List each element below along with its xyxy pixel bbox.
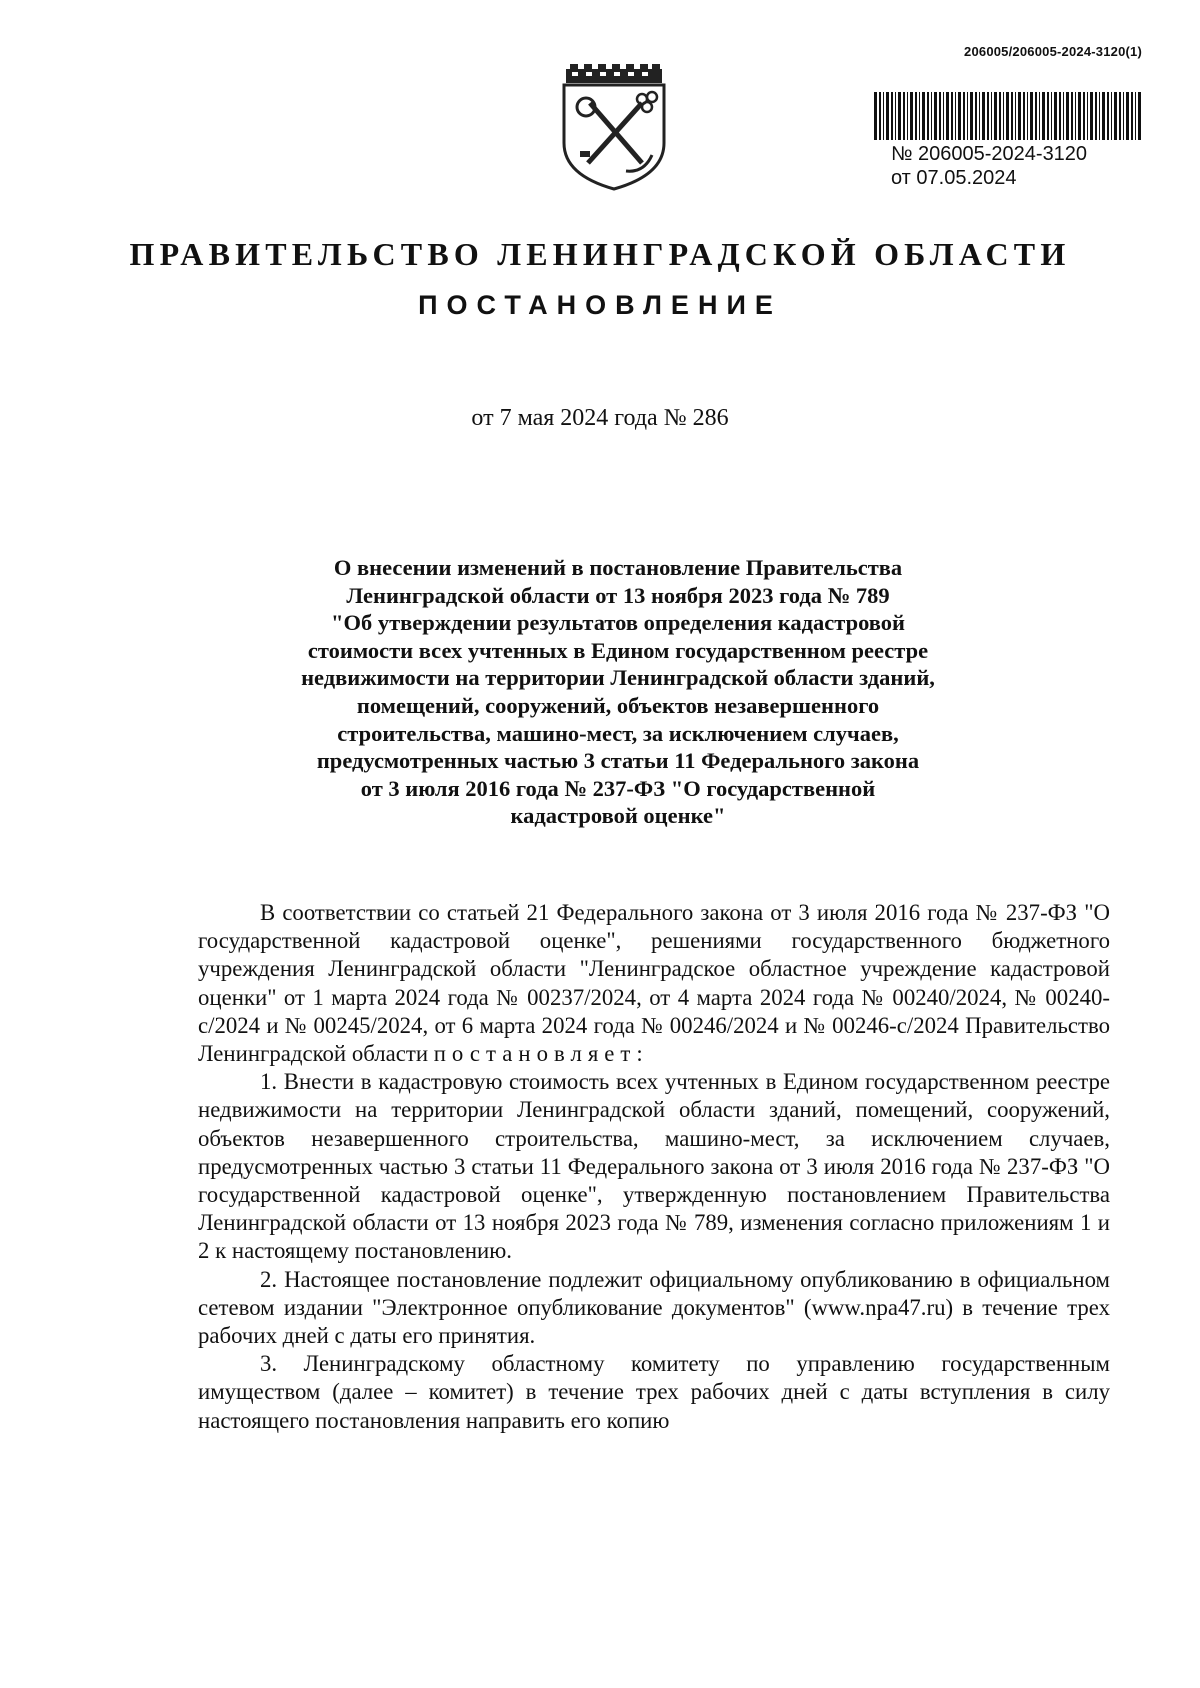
barcode-bar	[1099, 92, 1100, 140]
barcode-bar	[1066, 92, 1069, 140]
barcode-bar	[1111, 92, 1112, 140]
barcode-bar	[1006, 92, 1009, 140]
barcode-bar	[987, 92, 989, 140]
barcode-bar	[886, 92, 889, 140]
barcode-bar	[994, 92, 997, 140]
barcode-bar	[1011, 92, 1013, 140]
barcode-bar	[955, 92, 956, 140]
barcode-bar	[1119, 92, 1121, 140]
document-date-number: от 7 мая 2024 года № 286	[471, 405, 729, 431]
barcode-bar	[919, 92, 920, 140]
subject-line: недвижимости на территории Ленинградской области зданий,	[301, 665, 935, 691]
barcode-bar	[991, 92, 992, 140]
barcode-bar	[895, 92, 896, 140]
document-body	[198, 899, 1110, 1435]
intro-paragraph	[198, 899, 1110, 1068]
barcode-bar	[1039, 92, 1040, 140]
barcode-bar	[1102, 92, 1105, 140]
barcode-bar	[1063, 92, 1064, 140]
subject-line: О внесении изменений в постановление Правительства	[333, 555, 903, 580]
barcode-bar	[915, 92, 917, 140]
barcode-bar	[927, 92, 929, 140]
document-type: ПОСТАНОВЛЕНИЕ	[418, 290, 782, 320]
barcode-bar	[1090, 92, 1093, 140]
barcode-bar	[979, 92, 980, 140]
barcode-bar	[1054, 92, 1057, 140]
subject-line: от 3 июля 2016 года № 237-ФЗ "О государственной	[360, 775, 876, 801]
barcode-bar	[907, 92, 908, 140]
registration-date: от 07.05.2024	[891, 167, 1017, 189]
barcode-bar	[898, 92, 901, 140]
barcode-bar	[1051, 92, 1052, 140]
barcode-bar	[1047, 92, 1049, 140]
barcode-bar	[1138, 92, 1141, 140]
barcode-bar	[1071, 92, 1073, 140]
barcode-bar	[1030, 92, 1033, 140]
barcode-bar	[1027, 92, 1028, 140]
subject-line: стоимости всех учтенных в Едином государственном реестре	[307, 637, 929, 663]
barcode-bar	[1035, 92, 1037, 140]
barcode-bar	[951, 92, 953, 140]
coat-of-arms-icon	[556, 63, 672, 191]
subject-line: "Об утверждении результатов определения кадастровой	[330, 610, 905, 636]
barcode-bar	[1135, 92, 1136, 140]
document-id: 206005/206005-2024-3120(1)	[964, 44, 1142, 59]
registration-number: № 206005-2024-3120	[891, 143, 1088, 165]
barcode-bar	[922, 92, 925, 140]
barcode-bar	[1095, 92, 1097, 140]
barcode-bar	[967, 92, 968, 140]
barcode-bar	[975, 92, 977, 140]
barcode-bar	[910, 92, 913, 140]
document-subject	[228, 554, 1008, 830]
barcode-bar	[963, 92, 965, 140]
barcode-bar	[1023, 92, 1025, 140]
barcode-bar	[1059, 92, 1061, 140]
barcode-bar	[891, 92, 893, 140]
intro-text: В соответствии со статьей 21 Федерального закона от 3 июля 2016 года № 237-ФЗ "О государственной кадастровой оценке", решениями государственного бюджетного учреждения Ленинградской области "Ленинградское областное учреждение кадастровой оценки" от 1 марта 2024 года № 00237/2024, от 4 марта 2024 года № 00240/2024, № 00240-с/2024 и № 00245/2024, от 6 марта 2024 года № 00246/2024 и № 00246-с/2024 Правительство Ленинградской области	[198, 900, 1110, 1067]
barcode-bar	[874, 92, 877, 140]
barcode-bar	[879, 92, 881, 140]
barcode-bar	[1126, 92, 1129, 140]
barcode-bar	[883, 92, 884, 140]
barcode-bar	[1114, 92, 1117, 140]
subject-line: кадастровой оценке"	[510, 803, 726, 829]
subject-line: предусмотренных частью 3 статьи 11 Федерального закона	[316, 748, 920, 774]
barcode-bar	[1015, 92, 1016, 140]
barcode-bar	[943, 92, 944, 140]
paragraph-item-1: 1. Внести в кадастровую стоимость всех учтенных в Едином государственном реестре недвижимости на территории Ленинградской области зданий, помещений, сооружений, объектов незавершенного строительства, машино-мест, за исключением случаев, предусмотренных частью 3 статьи 11 Федерального закона от 3 июля 2016 года № 237-ФЗ "О государственной кадастровой оценке", утвержденную постановлением Правительства Ленинградской области от 13 ноября 2023 года № 789, изменения согласно приложениям 1 и 2 к настоящему постановлению.	[198, 1069, 1110, 1264]
barcode-bar	[939, 92, 941, 140]
barcode-bar	[982, 92, 985, 140]
intro-verb: постановляет:	[433, 1041, 649, 1067]
barcode-bar	[934, 92, 937, 140]
barcode-bar	[1083, 92, 1085, 140]
paragraph-item-2: 2. Настоящее постановление подлежит официальному опубликованию в официальном сетевом издании "Электронное опубликование документов" (www.npa47.ru) в течение трех рабочих дней с даты его принятия.	[198, 1266, 1110, 1349]
barcode-bar	[999, 92, 1001, 140]
subject-line: Ленинградской области от 13 ноября 2023 года № 789	[346, 582, 890, 608]
barcode-bar	[1123, 92, 1124, 140]
barcode-bar	[931, 92, 932, 140]
barcode-bar	[1087, 92, 1088, 140]
government-title: ПРАВИТЕЛЬСТВО ЛЕНИНГРАДСКОЙ ОБЛАСТИ	[129, 236, 1071, 272]
barcode-bar	[1018, 92, 1021, 140]
paragraph-item-3: 3. Ленинградскому областному комитету по управлению государственным имуществом (далее – комитет) в течение трех рабочих дней с даты вступления в силу настоящего постановления направить его копию	[198, 1351, 1110, 1433]
subject-line: помещений, сооружений, объектов незавершенного	[356, 692, 880, 718]
barcode-bar	[903, 92, 905, 140]
barcode-bar	[1131, 92, 1133, 140]
barcode-bar	[1107, 92, 1109, 140]
barcode-bar	[1078, 92, 1081, 140]
barcode-bar	[1003, 92, 1004, 140]
subject-line: строительства, машино-мест, за исключением случаев,	[337, 720, 899, 746]
barcode-bar	[946, 92, 949, 140]
barcode-bar	[1042, 92, 1045, 140]
registration-block	[891, 142, 1087, 190]
barcode-bar	[970, 92, 973, 140]
barcode-bar	[958, 92, 961, 140]
barcode	[874, 92, 1142, 140]
barcode-bar	[1075, 92, 1076, 140]
